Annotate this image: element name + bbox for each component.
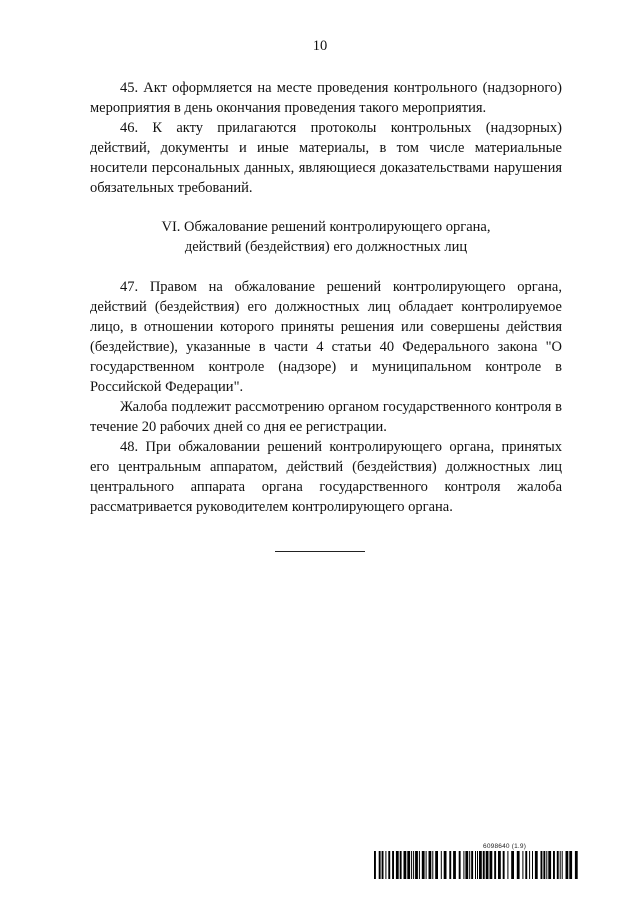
section-heading-line-2: действий (бездействия) его должностных лиц [184, 239, 468, 255]
barcode-code: 6098640 (1.9) [483, 843, 527, 850]
document-body [90, 78, 562, 517]
barcode-image [374, 851, 580, 879]
section-heading-line-1: VI. Обжалование решений контролирующего органа, [161, 219, 491, 235]
paragraph-46: 46. К акту прилагаются протоколы контрольных (надзорных) действий, документы и иные материалы, в том числе материальные носители персональных данных, являющиеся доказательствами нарушения обязательных требований. [90, 120, 562, 196]
paragraph-47: 47. Правом на обжалование решений контролирующего органа, действий (бездействия) его должностных лиц обладает контролируемое лицо, в отношении которого приняты решения или совершены действия (бездействие), указанные в части 4 статьи 40 Федерального закона "О государственном контроле (надзоре) и муниципальном контроле в Российской Федерации". [90, 279, 562, 395]
paragraph-48: 48. При обжаловании решений контролирующего органа, принятых его центральным аппаратом, действий (бездействия) должностных лиц центрального аппарата органа государственного контроля жалоба рассматривается руководителем контролирующего органа. [90, 439, 562, 515]
end-separator-line [275, 551, 365, 552]
paragraph-complaint-term: Жалоба подлежит рассмотрению органом государственного контроля в течение 20 рабочих дней со дня ее регистрации. [90, 399, 562, 435]
section-heading [90, 217, 562, 257]
paragraph-45: 45. Акт оформляется на месте проведения контрольного (надзорного) мероприятия в день окончания проведения такого мероприятия. [90, 80, 562, 116]
page-number: 10 [312, 38, 328, 54]
